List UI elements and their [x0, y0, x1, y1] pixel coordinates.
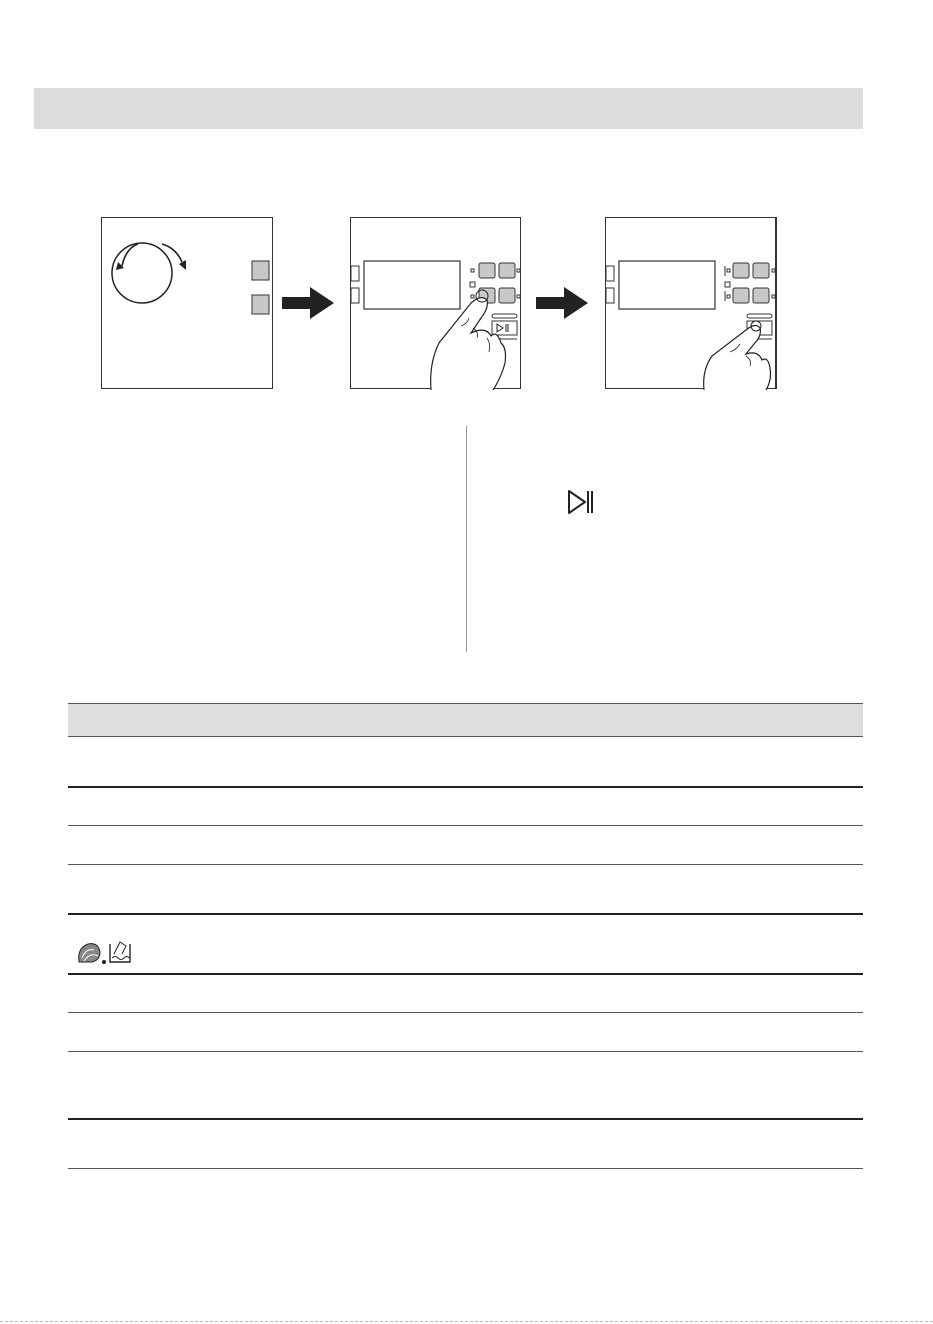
wool-icon	[79, 944, 100, 962]
program-selector-panel	[101, 217, 273, 389]
table-row-divider	[68, 825, 863, 826]
section-header-bar	[34, 88, 863, 129]
table-row-divider	[68, 1051, 863, 1052]
selector-dial-illustration	[102, 218, 274, 390]
table-row-divider	[68, 1168, 863, 1169]
panel-button-bottom	[252, 295, 269, 314]
pointing-hand-icon	[431, 298, 506, 390]
instruction-right-column	[480, 426, 863, 652]
play-pause-icon	[567, 489, 595, 515]
wool-handwash-icon	[76, 938, 132, 968]
start-pause-button	[492, 321, 517, 335]
start-press-illustration	[606, 218, 778, 390]
instruction-left-column	[68, 426, 453, 652]
option-button-panel	[350, 217, 521, 389]
rotate-left-arc	[122, 244, 138, 266]
next-step-arrow-1	[282, 285, 336, 321]
selector-dial	[112, 243, 172, 303]
start-pause-panel	[605, 217, 777, 389]
table-row-divider	[68, 786, 863, 788]
table-row-divider	[68, 864, 863, 865]
table-header	[68, 703, 863, 737]
display-screen	[364, 261, 460, 309]
page-edge-dashes	[0, 1321, 933, 1322]
column-divider	[466, 426, 467, 652]
table-row-divider	[68, 973, 863, 975]
panel-button-top	[252, 261, 269, 280]
table-row-divider	[68, 1012, 863, 1013]
option-press-illustration	[351, 218, 522, 390]
table-row-divider	[68, 1118, 863, 1120]
table-row-divider	[68, 913, 863, 915]
display-screen	[619, 261, 715, 309]
next-step-arrow-2	[536, 285, 590, 321]
